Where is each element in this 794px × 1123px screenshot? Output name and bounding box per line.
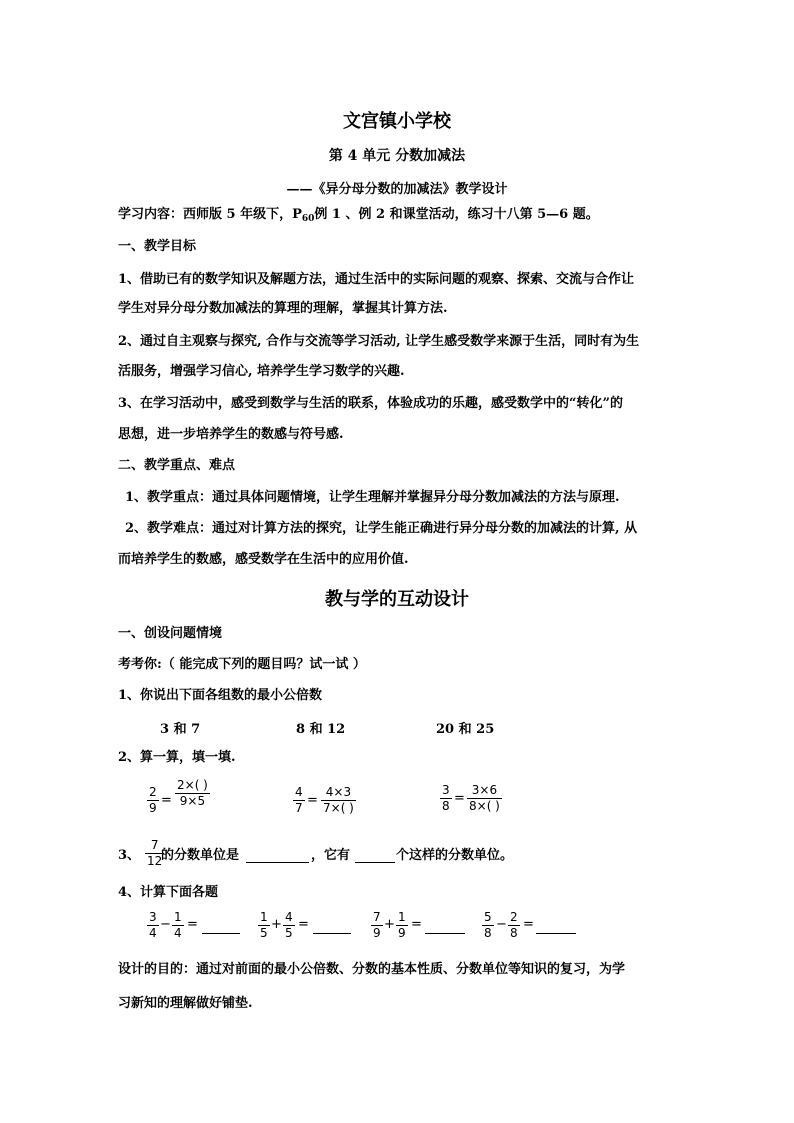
- key-point-2-line-2: 而培养学生的数感，感受数学在生活中的应用价值.: [118, 552, 409, 567]
- goal-1-line-2: 学生对异分母分数加减法的算理的理解，掌握其计算方法.: [118, 301, 448, 316]
- goal-3-line-1: 3、在学习活动中，感受到数学与生活的联系，体验成功的乐趣，感受数学中的“转化”的: [118, 396, 624, 411]
- lcm-pair: 20 和 25: [436, 722, 495, 737]
- answer-blank[interactable]: [355, 862, 395, 863]
- fraction: 7 9: [373, 910, 381, 940]
- question-1: 1、你说出下面各组数的最小公倍数: [118, 688, 323, 703]
- school-title: 文宫镇小学校: [343, 111, 451, 132]
- fraction: 5 8: [484, 910, 492, 940]
- question-2: 2、算一算，填一填.: [118, 750, 236, 765]
- fraction: 7 12: [147, 838, 163, 868]
- keypoints-heading: 二、教学重点、难点: [118, 458, 236, 473]
- answer-blank[interactable]: [202, 933, 240, 934]
- equals-sign: =: [523, 917, 534, 932]
- fraction: 3×6 8×( ): [469, 783, 500, 813]
- question-3-text: 的分数单位是: [161, 848, 240, 863]
- question-3-prefix: 3、: [118, 848, 141, 863]
- fraction: 2×( ) 9×5: [177, 778, 208, 808]
- design-purpose-line-1: 设计的目的：通过对前面的最小公倍数、分数的基本性质、分数单位等知识的复习，为学: [118, 962, 626, 977]
- lcm-pair: 8 和 12: [296, 722, 346, 737]
- operator: −: [160, 917, 171, 932]
- goal-2-line-1: 2、通过自主观察与探究, 合作与交流等学习活动, 让学生感受数学来源于生活，同时有为生: [118, 334, 640, 349]
- goal-1-line-1: 1、借助已有的数学知识及解题方法，通过生活中的实际问题的观察、探索、交流与合作让: [118, 272, 635, 287]
- question-4: 4、计算下面各题: [118, 885, 219, 900]
- lesson-subtitle: ——《异分母分数的加减法》教学设计: [286, 182, 508, 197]
- equals-sign: =: [411, 917, 422, 932]
- goals-heading: 一、教学目标: [118, 239, 197, 254]
- part-1-heading: 一、创设问题情境: [118, 626, 223, 641]
- unit-title: 第 4 单元 分数加减法: [328, 148, 466, 164]
- fraction: 4 5: [285, 910, 293, 940]
- answer-blank[interactable]: [536, 933, 576, 934]
- key-point-2-line-1: 2、教学难点：通过对计算方法的探究，让学生能正确进行异分母分数的加减法的计算, 从: [125, 521, 638, 536]
- equals-sign: =: [298, 917, 309, 932]
- fraction: 1 9: [398, 910, 406, 940]
- fraction: 2 8: [510, 910, 518, 940]
- design-title: 教与学的互动设计: [325, 589, 469, 610]
- try-prompt: 考考你:（ 能完成下列的题目吗？试一试 ）: [118, 657, 366, 672]
- operator: −: [496, 917, 507, 932]
- study-content: 学习内容：西师版 5 年级下，$P_{60}$例 1 、例 2 和课堂活动，练习十八第 5—6 题。: [118, 207, 599, 224]
- answer-blank[interactable]: [425, 933, 465, 934]
- fraction: 3 4: [149, 910, 157, 940]
- goal-3-line-2: 思想，进一步培养学生的数感与符号感.: [118, 427, 344, 442]
- design-purpose-line-2: 习新知的理解做好铺垫.: [118, 996, 253, 1011]
- equals-sign: =: [161, 793, 172, 808]
- fraction: 2 9: [149, 785, 157, 815]
- fraction: 1 4: [174, 910, 182, 940]
- answer-blank[interactable]: [313, 933, 351, 934]
- operator: +: [271, 917, 282, 932]
- lcm-pair: 3 和 7: [160, 722, 201, 737]
- question-3-text: ，它有: [311, 848, 351, 863]
- answer-blank[interactable]: [246, 862, 309, 863]
- key-point-1: 1、教学重点：通过具体问题情境，让学生理解并掌握异分母分数加减法的方法与原理.: [125, 490, 620, 505]
- operator: +: [384, 917, 395, 932]
- equals-sign: =: [454, 791, 465, 806]
- equals-sign: =: [307, 793, 318, 808]
- fraction: 4 7: [295, 785, 303, 815]
- fraction: 1 5: [260, 910, 268, 940]
- equals-sign: =: [187, 917, 198, 932]
- fraction: 3 8: [442, 783, 450, 813]
- fraction: 4×3 7×( ): [323, 785, 354, 815]
- goal-2-line-2: 活服务，增强学习信心, 培养学生学习数学的兴趣.: [118, 364, 405, 379]
- question-3-text: 个这样的分数单位。: [396, 848, 514, 863]
